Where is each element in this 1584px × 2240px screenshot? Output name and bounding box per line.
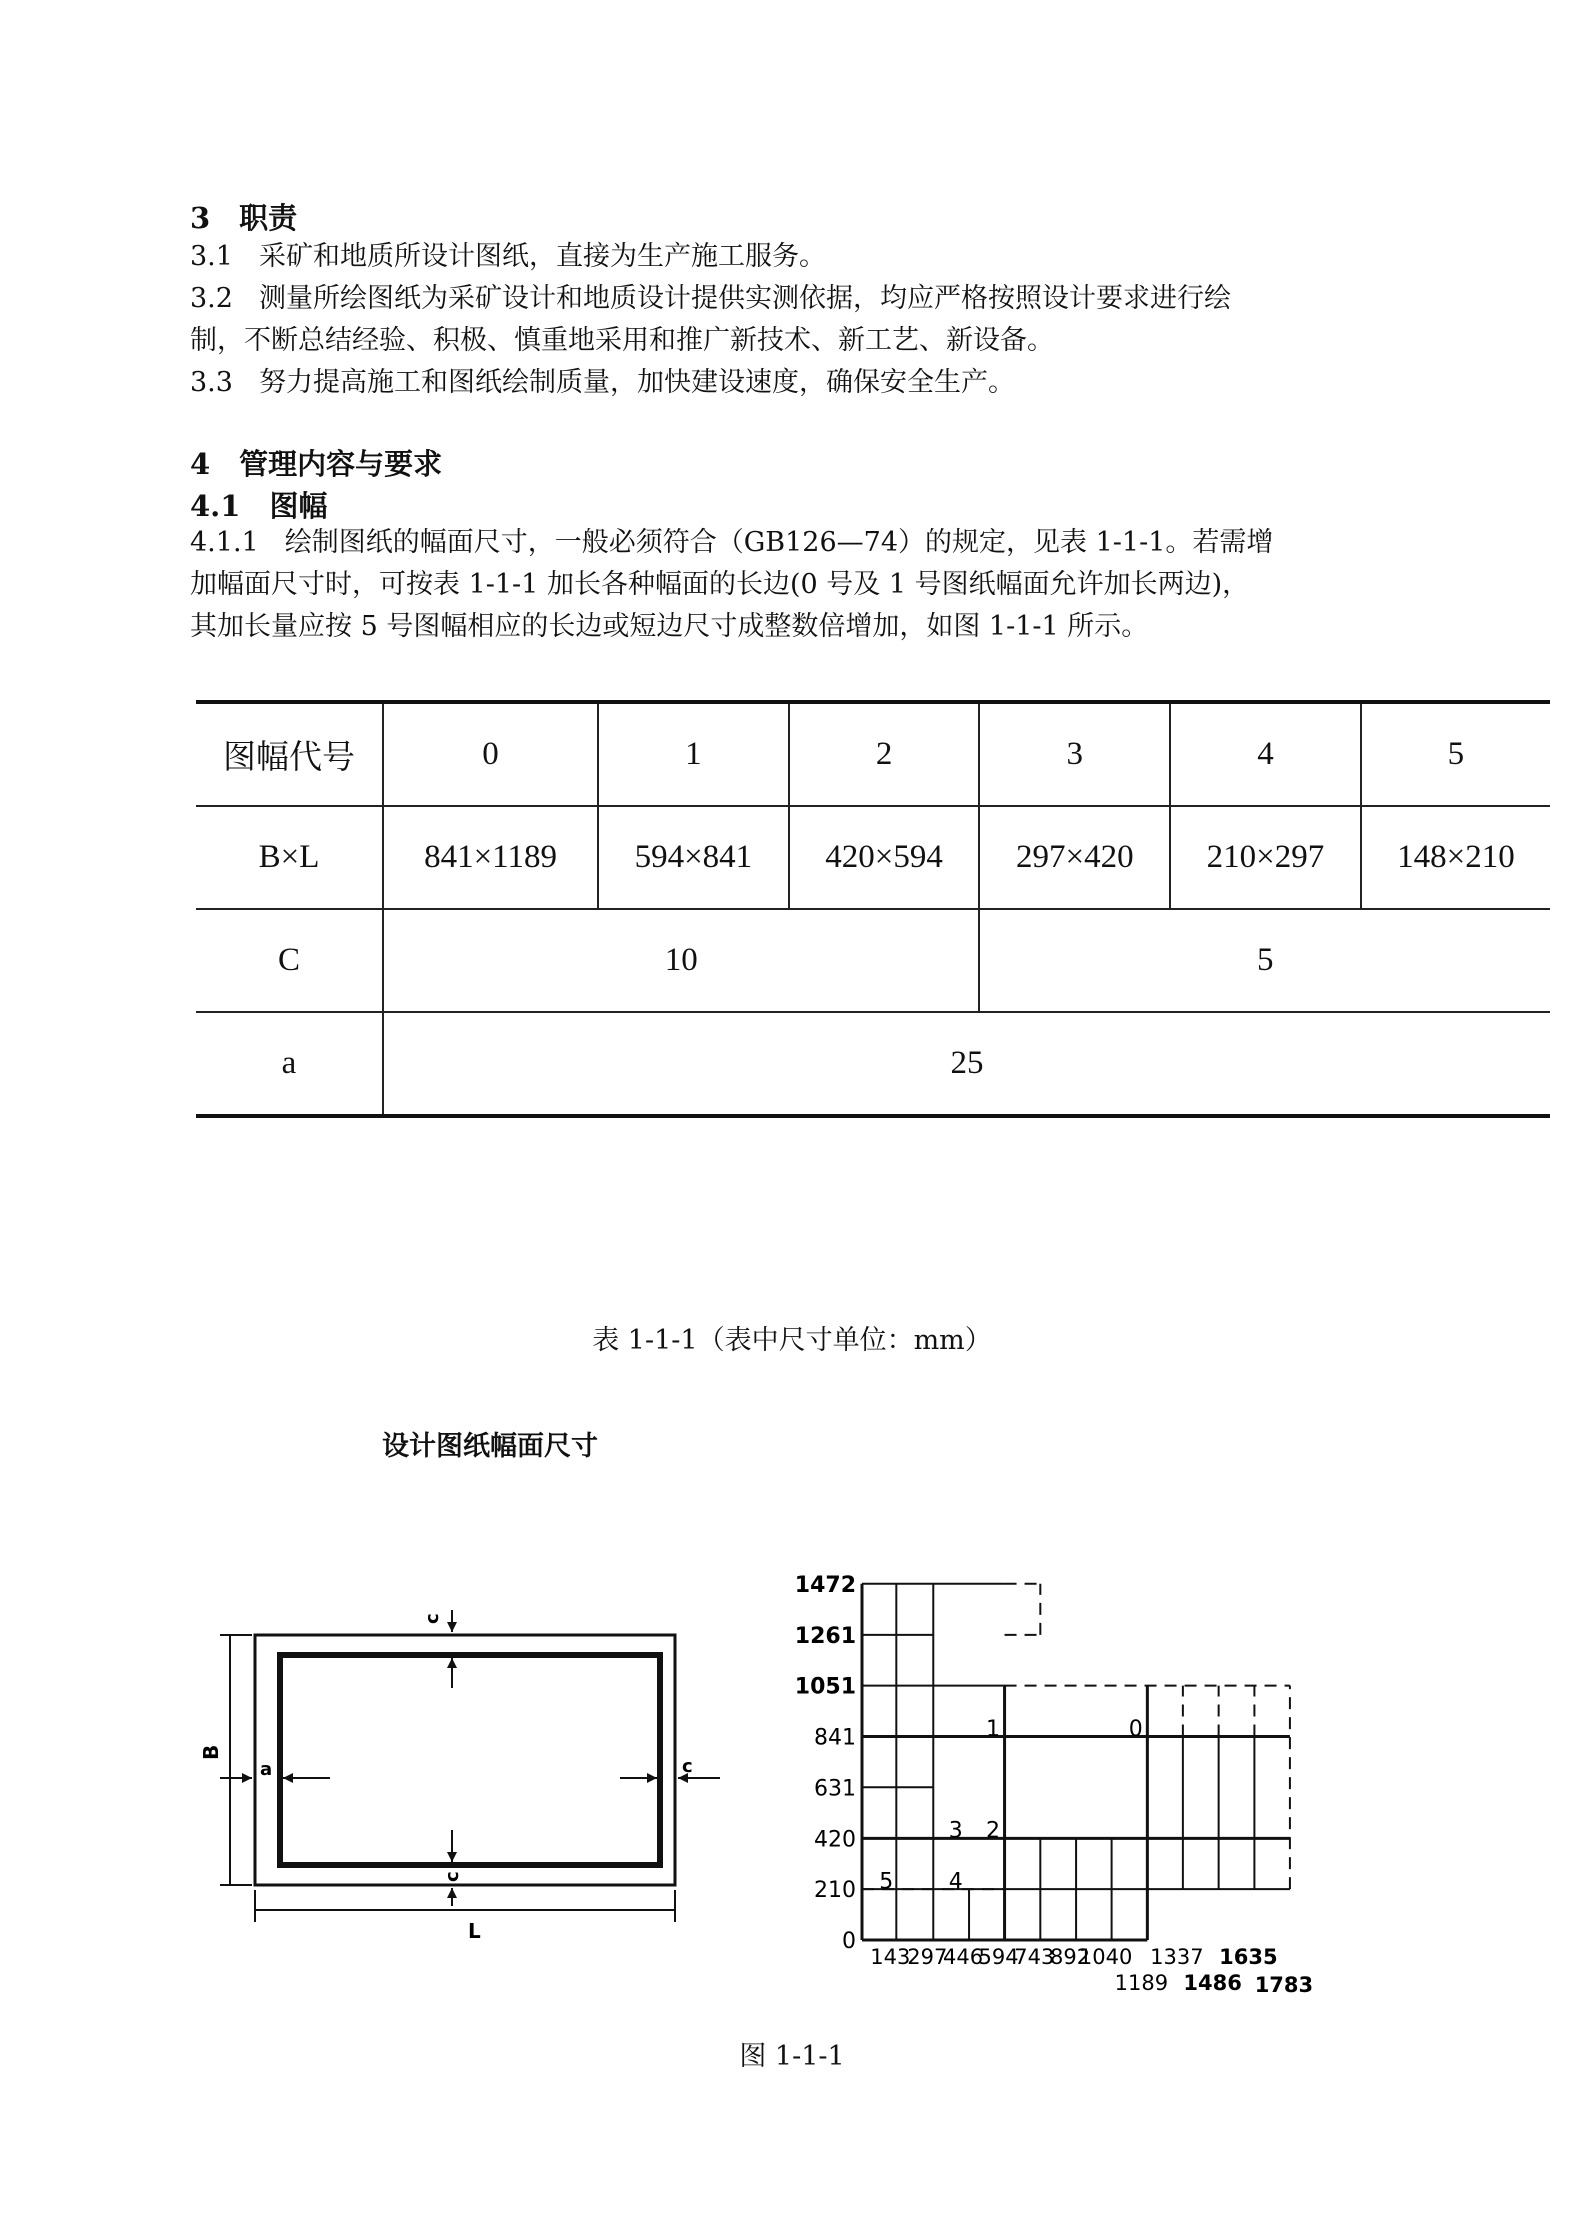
table-row-codes bbox=[196, 702, 1550, 806]
x-tick-label: 1337 bbox=[1150, 1945, 1204, 1969]
x-tick-label: 1189 bbox=[1114, 1971, 1169, 1995]
y-tick-label: 0 bbox=[842, 1929, 856, 1954]
x-tick-label: 594 bbox=[978, 1945, 1019, 1969]
x-tick-label: 1040 bbox=[1078, 1945, 1133, 1969]
table-cell: 210×297 bbox=[1170, 806, 1361, 909]
table-cell: 0 bbox=[383, 702, 598, 806]
table-row-label: B×L bbox=[196, 806, 383, 909]
table-row-c bbox=[196, 909, 1550, 1012]
x-tick-label: 143 bbox=[870, 1945, 911, 1969]
dimension-a-label: a bbox=[260, 1759, 273, 1780]
sheet-size-label: 0 bbox=[1128, 1716, 1143, 1742]
x-tick-label: 743 bbox=[1014, 1945, 1055, 1969]
x-tick-label: 1635 bbox=[1219, 1945, 1278, 1969]
table-cell: 148×210 bbox=[1361, 806, 1550, 909]
clause-3-3: 3.3 努力提高施工和图纸绘制质量，加快建设速度，确保安全生产。 bbox=[190, 367, 1015, 398]
y-tick-label: 1051 bbox=[794, 1674, 856, 1700]
table-cell: 2 bbox=[789, 702, 980, 806]
section-3-heading: 3 职责 bbox=[190, 201, 298, 235]
clause-3-1: 3.1 采矿和地质所设计图纸，直接为生产施工服务。 bbox=[190, 241, 826, 272]
section-4-1-heading: 4.1 图幅 bbox=[190, 489, 328, 523]
sheet-inner-frame bbox=[280, 1655, 660, 1865]
table-row-a bbox=[196, 1012, 1550, 1116]
sheet-size-table bbox=[196, 700, 1550, 1118]
y-tick-label: 420 bbox=[814, 1827, 856, 1853]
x-tick-label: 1783 bbox=[1254, 1973, 1314, 1997]
table-cell: 3 bbox=[979, 702, 1170, 806]
y-tick-label: 210 bbox=[814, 1878, 856, 1904]
dimension-l-label: L bbox=[468, 1919, 481, 1943]
table-cell: 5 bbox=[1361, 702, 1550, 806]
section-4-heading: 4 管理内容与要求 bbox=[190, 447, 443, 481]
x-tick-label: 892 bbox=[1050, 1945, 1091, 1969]
sheet-extension-grid bbox=[790, 1420, 1490, 2000]
dimension-c-right-label: c bbox=[682, 1756, 693, 1777]
table-header-label: 图幅代号 bbox=[196, 702, 383, 806]
y-tick-label: 1472 bbox=[794, 1572, 856, 1598]
table-cell: 420×594 bbox=[789, 806, 980, 909]
table-cell: 297×420 bbox=[979, 806, 1170, 909]
table-cell: 841×1189 bbox=[383, 806, 598, 909]
table-row-label: a bbox=[196, 1012, 383, 1116]
dimension-b-label: B bbox=[199, 1744, 223, 1760]
table-cell: 5 bbox=[979, 909, 1550, 1012]
y-tick-label: 841 bbox=[814, 1725, 856, 1751]
x-tick-label: 297 bbox=[907, 1945, 948, 1969]
sheet-size-label: 2 bbox=[986, 1818, 1000, 1844]
y-tick-label: 1261 bbox=[794, 1623, 856, 1649]
table-cell: 594×841 bbox=[598, 806, 789, 909]
sheet-layout-diagram bbox=[190, 1610, 750, 1970]
table-cell: 10 bbox=[383, 909, 979, 1012]
table-cell: 25 bbox=[383, 1012, 1550, 1116]
sheet-size-label: 5 bbox=[879, 1869, 894, 1895]
sheet-outer-border bbox=[255, 1635, 675, 1885]
x-tick-label: 446 bbox=[942, 1945, 984, 1969]
clause-3-2-cont: 制，不断总结经验、积极、慎重地采用和推广新技术、新工艺、新设备。 bbox=[190, 325, 1054, 356]
sheet-size-label: 1 bbox=[986, 1716, 1000, 1742]
table-row-label: C bbox=[196, 909, 383, 1012]
x-tick-label: 1486 bbox=[1183, 1971, 1242, 1995]
table-cell: 4 bbox=[1170, 702, 1361, 806]
dimension-c-top-label: c bbox=[422, 1613, 443, 1624]
table-row-bl bbox=[196, 806, 1550, 909]
clause-4-1-1: 4.1.1 绘制图纸的幅面尺寸，一般必须符合（GB126—74）的规定，见表 1-1-1。若需增 加幅面尺寸时，可按表 1-1-1 加长各种幅面的长边(0 号及 1 号图纸幅面允许加长两边)， 其加长量应按 5 号图幅相应的长边或短边尺寸成整数倍增加，如图 1-1-1 所示。 bbox=[190, 527, 1274, 642]
section-3-body bbox=[190, 236, 1450, 404]
sheet-size-label: 3 bbox=[948, 1818, 963, 1844]
table-caption: 表 1-1-1（表中尺寸单位：mm） bbox=[592, 1325, 992, 1356]
sheet-size-label: 4 bbox=[948, 1869, 963, 1895]
clause-3-2: 3.2 测量所绘图纸为采矿设计和地质设计提供实测依据，均应严格按照设计要求进行绘 bbox=[190, 283, 1231, 314]
dimension-c-bottom-label: c bbox=[442, 1871, 463, 1882]
figure-left-title: 设计图纸幅面尺寸 bbox=[382, 1431, 598, 1462]
y-tick-label: 631 bbox=[814, 1776, 856, 1802]
figure-caption: 图 1-1-1 bbox=[739, 2041, 845, 2072]
table-cell: 1 bbox=[598, 702, 789, 806]
